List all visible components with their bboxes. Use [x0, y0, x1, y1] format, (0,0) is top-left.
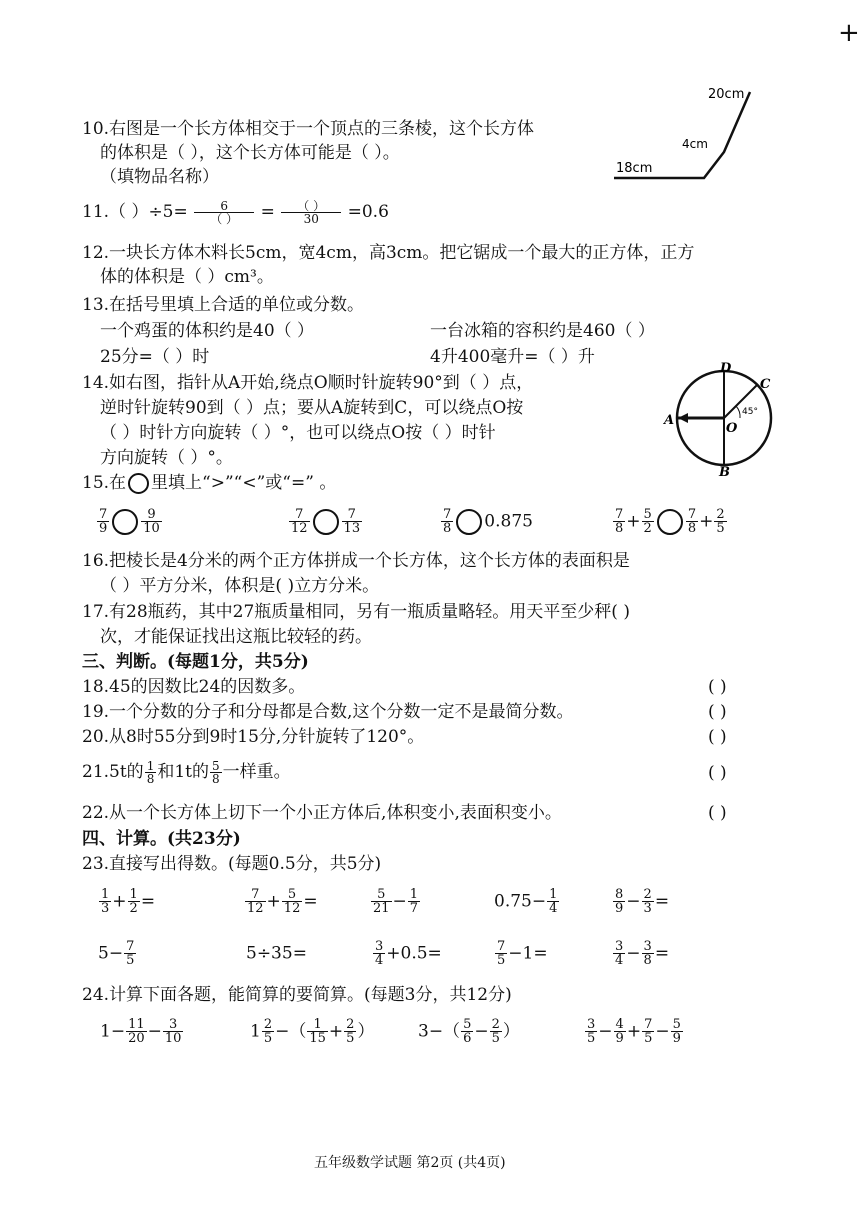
q24-c — [418, 1014, 520, 1049]
fig-label-d: D — [720, 362, 732, 376]
numerator: 11 — [128, 1017, 145, 1032]
expression: ） — [357, 1021, 375, 1042]
numerator: 7 — [443, 507, 452, 522]
fraction — [461, 1018, 473, 1045]
expression: 1− — [100, 1021, 126, 1042]
q21-post: 一样重。 — [222, 762, 291, 782]
q14-line2: 逆时针旋转90到（ ）点；要从A旋转到C，可以绕点O按 — [100, 398, 524, 418]
q15-title-post: 里填上“>”“<”或“=” 。 — [151, 473, 337, 493]
denominator: 9 — [615, 1031, 624, 1046]
q13-b: 一台冰箱的容积约是460（ ） — [430, 321, 655, 341]
denominator: 5 — [716, 521, 725, 536]
operator: − — [474, 1021, 489, 1042]
expression: +0.5= — [386, 943, 442, 964]
q10-line1: 10.右图是一个长方体相交于一个顶点的三条棱，这个长方体 — [82, 119, 535, 139]
fraction — [371, 888, 392, 915]
q11-frac1-num: 6 — [220, 199, 228, 213]
q16-line2: （ ）平方分米，体积是( )立方分米。 — [100, 576, 380, 596]
numerator: 7 — [497, 939, 506, 954]
fraction — [613, 508, 625, 535]
operator: + — [266, 891, 281, 912]
fig-label-c: C — [760, 377, 771, 392]
q12-line1: 12.一块长方体木料长5cm，宽4cm，高3cm。把它锯成一个最大的正方体，正方 — [82, 243, 695, 263]
denominator: 15 — [309, 1031, 326, 1046]
numerator: 1 — [146, 759, 155, 773]
denominator: 8 — [146, 772, 155, 786]
q20: 20.从8时55分到9时15分,分针旋转了120°。 — [82, 727, 425, 747]
expression: −1= — [508, 943, 548, 964]
q15-compare-3 — [440, 506, 533, 537]
fraction — [163, 1018, 184, 1045]
q18: 18.45的因数比24的因数多。 — [82, 677, 306, 697]
fig-label-angle: 45° — [742, 407, 758, 417]
q11-eq: = — [260, 202, 275, 222]
fraction — [490, 1018, 502, 1045]
q17-line1: 17.有28瓶药，其中27瓶质量相同，另有一瓶质量略轻。用天平至少秤( ) — [82, 602, 630, 622]
denominator: 8 — [643, 953, 652, 968]
q23-r2-d — [494, 936, 548, 971]
fraction — [210, 760, 222, 785]
q21-pre: 21.5t的 — [82, 762, 144, 782]
numerator: 1 — [101, 887, 110, 902]
equals: = — [303, 891, 318, 912]
expression: 3−（ — [418, 1021, 461, 1042]
fig-label-18cm: 18cm — [616, 161, 653, 176]
fraction — [585, 1018, 597, 1045]
clock-dial-figure — [662, 362, 792, 477]
numerator: 3 — [375, 939, 384, 954]
fraction — [547, 888, 559, 915]
fraction — [128, 888, 140, 915]
numerator: 3 — [587, 1017, 596, 1032]
numerator: 5 — [643, 507, 652, 522]
operator: − — [626, 943, 641, 964]
numerator: 2 — [643, 887, 652, 902]
fraction — [441, 508, 453, 535]
q11-prefix: 11.（ ）÷5= — [82, 202, 188, 222]
denominator: 8 — [615, 521, 624, 536]
fraction — [245, 888, 266, 915]
fraction — [126, 1018, 147, 1045]
expression: 5− — [98, 943, 124, 964]
q21-answer-bracket[interactable]: ( ) — [708, 763, 727, 783]
denominator: 8 — [687, 521, 697, 536]
q13-title: 13.在括号里填上合适的单位或分数。 — [82, 295, 365, 315]
compare-circle-4[interactable] — [657, 509, 683, 535]
denominator: 8 — [211, 772, 220, 786]
numerator: 7 — [687, 507, 697, 522]
q23-r2-e — [612, 936, 669, 971]
q22-answer-bracket[interactable]: ( ) — [708, 803, 727, 823]
q14-line1: 14.如右图，指针从A开始,绕点O顺时针旋转90°到（ ）点， — [82, 373, 534, 393]
fraction — [307, 1018, 328, 1045]
q11 — [82, 200, 389, 225]
q24-b — [250, 1014, 374, 1049]
fraction — [99, 888, 111, 915]
q11-fraction-2 — [281, 200, 341, 225]
q13-c: 25分=（ ）时 — [100, 347, 210, 367]
numerator: 5 — [211, 759, 220, 773]
operator: − — [626, 891, 641, 912]
page-footer: 五年级数学试题 第2页 (共4页) — [314, 1155, 506, 1171]
fraction — [671, 1018, 683, 1045]
fraction — [642, 888, 654, 915]
compare-circle-2[interactable] — [313, 509, 339, 535]
fraction — [686, 508, 698, 535]
expression: 0.75− — [494, 891, 547, 912]
denominator: 20 — [128, 1031, 145, 1046]
denominator: 8 — [443, 521, 452, 536]
expression: ） — [502, 1021, 520, 1042]
equals: = — [654, 943, 670, 964]
operator: + — [626, 1021, 642, 1042]
q18-answer-bracket[interactable]: ( ) — [708, 677, 727, 697]
fraction — [408, 888, 420, 915]
denominator: 5 — [587, 1031, 596, 1046]
q12-line2: 体的体积是（ ）cm³。 — [100, 267, 274, 287]
cuboid-edges-figure — [610, 82, 760, 187]
q19: 19.一个分数的分子和分母都是合数,这个分数一定不是最简分数。 — [82, 702, 574, 722]
corner-mark: + — [838, 18, 860, 48]
q15-title — [82, 472, 336, 494]
compare-circle-1[interactable] — [112, 509, 138, 535]
numerator: 1 — [409, 887, 419, 902]
q23-r1-b — [244, 884, 318, 919]
denominator: 5 — [497, 953, 506, 968]
fraction — [97, 508, 109, 535]
numerator: 7 — [644, 1017, 653, 1032]
denominator: 2 — [129, 901, 138, 916]
fig-label-b: B — [719, 465, 730, 477]
q23-title: 23.直接写出得数。(每题0.5分，共5分) — [82, 854, 382, 874]
q13-a: 一个鸡蛋的体积约是40（ ） — [100, 321, 315, 341]
whole-number: 1 — [250, 1021, 261, 1042]
q23-r1-a — [98, 884, 155, 919]
q24-d — [584, 1014, 684, 1049]
denominator: 9 — [672, 1031, 681, 1046]
numerator: 5 — [287, 887, 297, 902]
denominator: 2 — [643, 521, 652, 536]
q15-compare-4 — [612, 506, 728, 537]
q15-compare-2 — [288, 506, 363, 536]
numerator: 3 — [643, 939, 652, 954]
numerator: 2 — [263, 1017, 273, 1032]
denominator: 5 — [263, 1031, 273, 1046]
q11-suffix: =0.6 — [347, 202, 389, 222]
fig-label-20cm: 20cm — [708, 87, 745, 102]
numerator: 3 — [168, 1017, 178, 1032]
numerator: 5 — [463, 1017, 472, 1032]
q15-c3-right: 0.875 — [484, 511, 533, 532]
q14-line3: （ ）时针方向旋转（ ）°，也可以绕点O按（ ）时针 — [100, 423, 496, 443]
q14-line4: 方向旋转（ ）°。 — [100, 448, 233, 468]
denominator: 7 — [409, 901, 419, 916]
q22: 22.从一个长方体上切下一个小正方体后,体积变小,表面积变小。 — [82, 803, 562, 823]
operator: + — [699, 511, 714, 532]
denominator: 6 — [463, 1031, 472, 1046]
q23-r1-e — [612, 884, 669, 919]
compare-circle-icon — [128, 473, 149, 494]
denominator: 10 — [164, 1031, 182, 1046]
fraction — [262, 1018, 274, 1045]
denominator: 9 — [615, 901, 624, 916]
denominator: 9 — [99, 521, 108, 536]
operator: − — [598, 1021, 613, 1042]
operator: − — [392, 891, 407, 912]
numerator: 4 — [615, 1017, 624, 1032]
q23-r2-c — [372, 936, 442, 971]
denominator: 12 — [283, 901, 301, 916]
q11-frac2-num: （ ） — [297, 199, 326, 213]
fraction — [495, 940, 507, 967]
numerator: 5 — [377, 887, 386, 902]
q15-title-pre: 15.在 — [82, 473, 127, 493]
numerator: 8 — [615, 887, 624, 902]
section-3-heading: 三、判断。(每题1分，共5分) — [82, 652, 309, 672]
q20-answer-bracket[interactable]: ( ) — [708, 727, 727, 747]
fig-label-a: A — [664, 413, 675, 428]
q23-r1-d — [494, 884, 560, 919]
denominator: 5 — [644, 1031, 653, 1046]
q24-a — [100, 1014, 184, 1049]
numerator: 2 — [491, 1017, 500, 1032]
operator: + — [328, 1021, 344, 1042]
q11-frac1-den: （ ） — [194, 212, 254, 225]
operator: − — [147, 1021, 162, 1042]
denominator: 3 — [101, 901, 110, 916]
denominator: 13 — [343, 521, 361, 536]
denominator: 3 — [643, 901, 652, 916]
section-4-heading: 四、计算。(共23分) — [82, 829, 241, 849]
q23-r2-a — [98, 936, 137, 971]
fraction — [141, 508, 162, 535]
fraction — [282, 888, 303, 915]
fraction — [714, 508, 726, 535]
fraction — [373, 940, 385, 967]
fraction — [145, 760, 157, 785]
expression: 5÷35= — [246, 943, 307, 964]
q10-line3: （填物品名称） — [100, 167, 219, 187]
q17-line2: 次，才能保证找出这瓶比较轻的药。 — [100, 627, 372, 647]
compare-circle-3[interactable] — [456, 509, 482, 535]
denominator: 5 — [491, 1031, 500, 1046]
numerator: 3 — [615, 939, 624, 954]
expression: −（ — [275, 1021, 307, 1042]
q19-answer-bracket[interactable]: ( ) — [708, 702, 727, 722]
fraction — [344, 1018, 356, 1045]
q21 — [82, 758, 291, 786]
denominator: 12 — [291, 521, 308, 536]
operator: + — [112, 891, 127, 912]
numerator: 7 — [99, 507, 108, 522]
q21-mid: 和1t的 — [157, 762, 209, 782]
equals: = — [654, 891, 670, 912]
fraction — [642, 940, 654, 967]
denominator: 4 — [615, 953, 624, 968]
numerator: 7 — [615, 507, 624, 522]
q16-line1: 16.把棱长是4分米的两个正方体拼成一个长方体，这个长方体的表面积是 — [82, 551, 630, 571]
operator: + — [626, 511, 641, 532]
fraction — [614, 1018, 626, 1045]
q10-line2: 的体积是（ ），这个长方体可能是（ ）。 — [100, 143, 400, 163]
numerator: 1 — [129, 887, 138, 902]
numerator: 7 — [251, 887, 260, 902]
numerator: 2 — [716, 507, 725, 522]
fraction — [289, 508, 310, 535]
numerator: 1 — [549, 887, 558, 902]
fig-label-4cm: 4cm — [682, 137, 708, 151]
fraction — [613, 888, 625, 915]
denominator: 4 — [375, 953, 384, 968]
fraction — [642, 1018, 654, 1045]
fraction — [613, 940, 625, 967]
numerator: 2 — [346, 1017, 355, 1032]
denominator: 10 — [143, 521, 160, 536]
q23-r2-b — [246, 936, 307, 971]
denominator: 21 — [373, 901, 390, 916]
q11-fraction-1 — [194, 200, 254, 225]
fraction — [642, 508, 654, 535]
numerator: 7 — [295, 507, 304, 522]
q23-r1-c — [370, 884, 421, 919]
fig-label-o: O — [726, 421, 738, 436]
denominator: 5 — [346, 1031, 355, 1046]
numerator: 7 — [347, 507, 356, 522]
denominator: 12 — [247, 901, 264, 916]
numerator: 1 — [313, 1017, 322, 1032]
fraction — [342, 508, 363, 535]
denominator: 4 — [549, 901, 558, 916]
numerator: 7 — [126, 939, 135, 954]
operator: − — [655, 1021, 670, 1042]
equals: = — [140, 891, 156, 912]
q15-compare-1 — [96, 506, 163, 536]
fraction — [124, 940, 136, 967]
numerator: 5 — [672, 1017, 681, 1032]
q11-frac2-den: 30 — [281, 212, 341, 225]
denominator: 5 — [126, 953, 135, 968]
q24-title: 24.计算下面各题，能简算的要简算。(每题3分，共12分) — [82, 985, 512, 1005]
numerator: 9 — [147, 507, 156, 522]
q13-d: 4升400毫升=（ ）升 — [430, 347, 595, 367]
